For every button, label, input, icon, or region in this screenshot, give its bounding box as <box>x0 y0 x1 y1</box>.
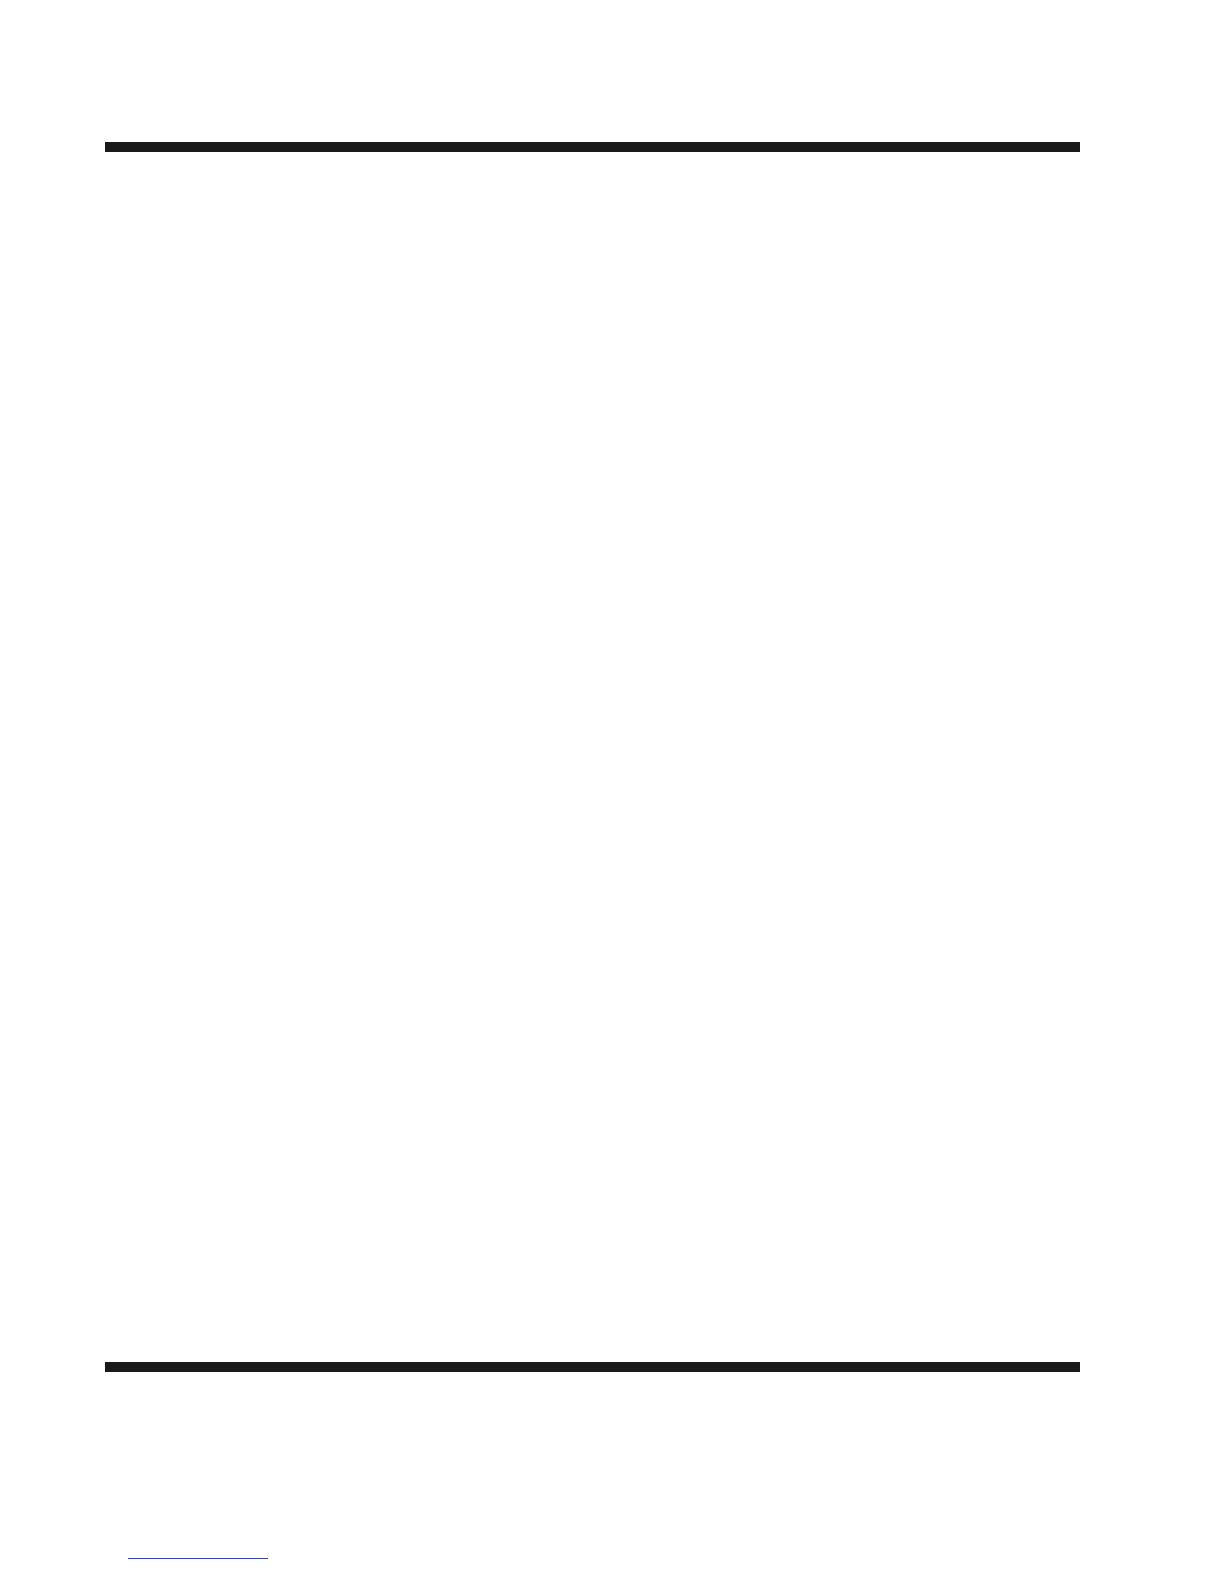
top-border-bar <box>105 142 1080 152</box>
footer-link-underline[interactable] <box>128 1558 268 1559</box>
bottom-border-bar <box>105 1362 1080 1372</box>
